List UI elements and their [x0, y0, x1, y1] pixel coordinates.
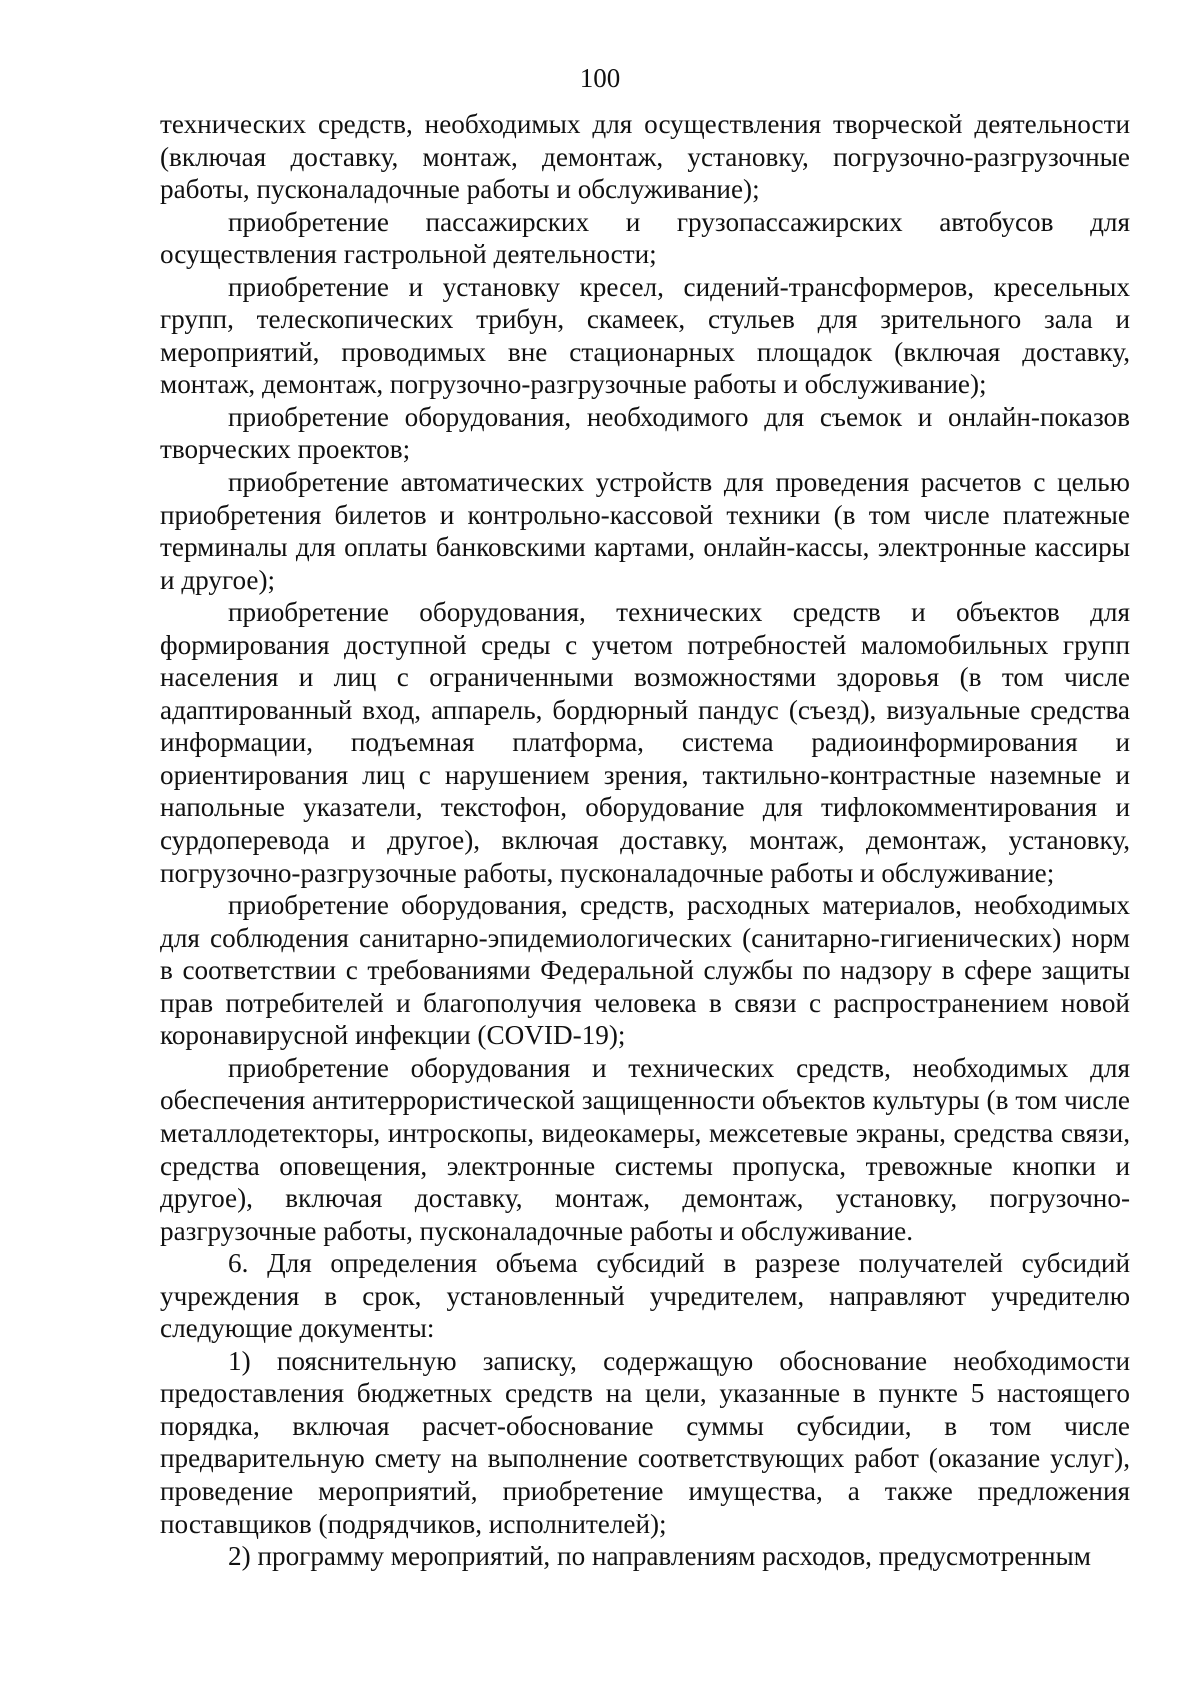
paragraph-seating: приобретение и установку кресел, сидений-трансформеров, кресельных групп, телескопических трибун, скамеек, стульев для зрительного зала и мероприятий, проводимых вне стационарных площадок (включая доставку, монтаж, демонтаж, погрузочно-разгрузочные работы и обслуживание);: [160, 271, 1130, 400]
paragraph-sanitary-norms: приобретение оборудования, средств, расходных материалов, необходимых для соблюдения санитарно-эпидемиологических (санитарно-гигиенических) норм в соответствии с требованиями Федеральной службы по надзору в сфере защиты прав потребителей и благополучия человека в связи с распространением новой коронавирусной инфекции (COVID-19);: [160, 890, 1130, 1051]
paragraph-buses: приобретение пассажирских и грузопассажирских автобусов для осуществления гастрольной деятельности;: [160, 206, 1130, 270]
paragraph-subitem-2: 2) программу мероприятий, по направлениям расходов, предусмотренным: [228, 1541, 1091, 1572]
paragraph-accessible-environment: приобретение оборудования, технических средств и объектов для формирования доступной среды с учетом потребностей маломобильных групп населения и лиц с ограниченными возможностями здоровья (в том числе адаптированный вход, аппарель, бордюрный пандус (съезд), визуальные средства информации, подъемная платформа, система радиоинформирования и ориентирования лиц с нарушением зрения, тактильно-контрастные наземные и напольные указатели, текстофон, оборудование для тифлокомментирования и сурдоперевода и другое), включая доставку, монтаж, демонтаж, установку, погрузочно-разгрузочные работы, пусконаладочные работы и обслуживание;: [160, 597, 1130, 888]
document-body: [160, 108, 1130, 1573]
paragraph-subitem-1: 1) пояснительную записку, содержащую обоснование необходимости предоставления бюджетных средств на цели, указанные в пункте 5 настоящего порядка, включая расчет-обоснование суммы субсидии, в том числе предварительную смету на выполнение соответствующих работ (оказание услуг), проведение мероприятий, приобретение имущества, а также предложения поставщиков (подрядчиков, исполнителей);: [160, 1345, 1130, 1539]
paragraph-antiterrorism: приобретение оборудования и технических средств, необходимых для обеспечения антитеррористической защищенности объектов культуры (в том числе металлодетекторы, интроскопы, видеокамеры, межсетевые экраны, средства связи, средства оповещения, электронные системы пропуска, тревожные кнопки и другое), включая доставку, монтаж, демонтаж, установку, погрузочно-разгрузочные работы, пусконаладочные работы и обслуживание.: [160, 1052, 1130, 1246]
paragraph-payment-devices: приобретение автоматических устройств для проведения расчетов с целью приобретения билетов и контрольно-кассовой техники (в том числе платежные терминалы для оплаты банковскими картами, онлайн-кассы, электронные кассиры и другое);: [160, 467, 1130, 595]
page-number: 100: [579, 63, 621, 93]
paragraph-filming-equipment: приобретение оборудования, необходимого для съемок и онлайн-показов творческих проектов;: [160, 401, 1130, 465]
paragraph-item-6: 6. Для определения объема субсидий в разрезе получателей субсидий учреждения в срок, установленный учредителем, направляют учредителю следующие документы:: [160, 1248, 1130, 1344]
paragraph-continuation: технических средств, необходимых для осуществления творческой деятельности (включая доставку, монтаж, демонтаж, установку, погрузочно-разгрузочные работы, пусконаладочные работы и обслуживание);: [160, 109, 1130, 205]
